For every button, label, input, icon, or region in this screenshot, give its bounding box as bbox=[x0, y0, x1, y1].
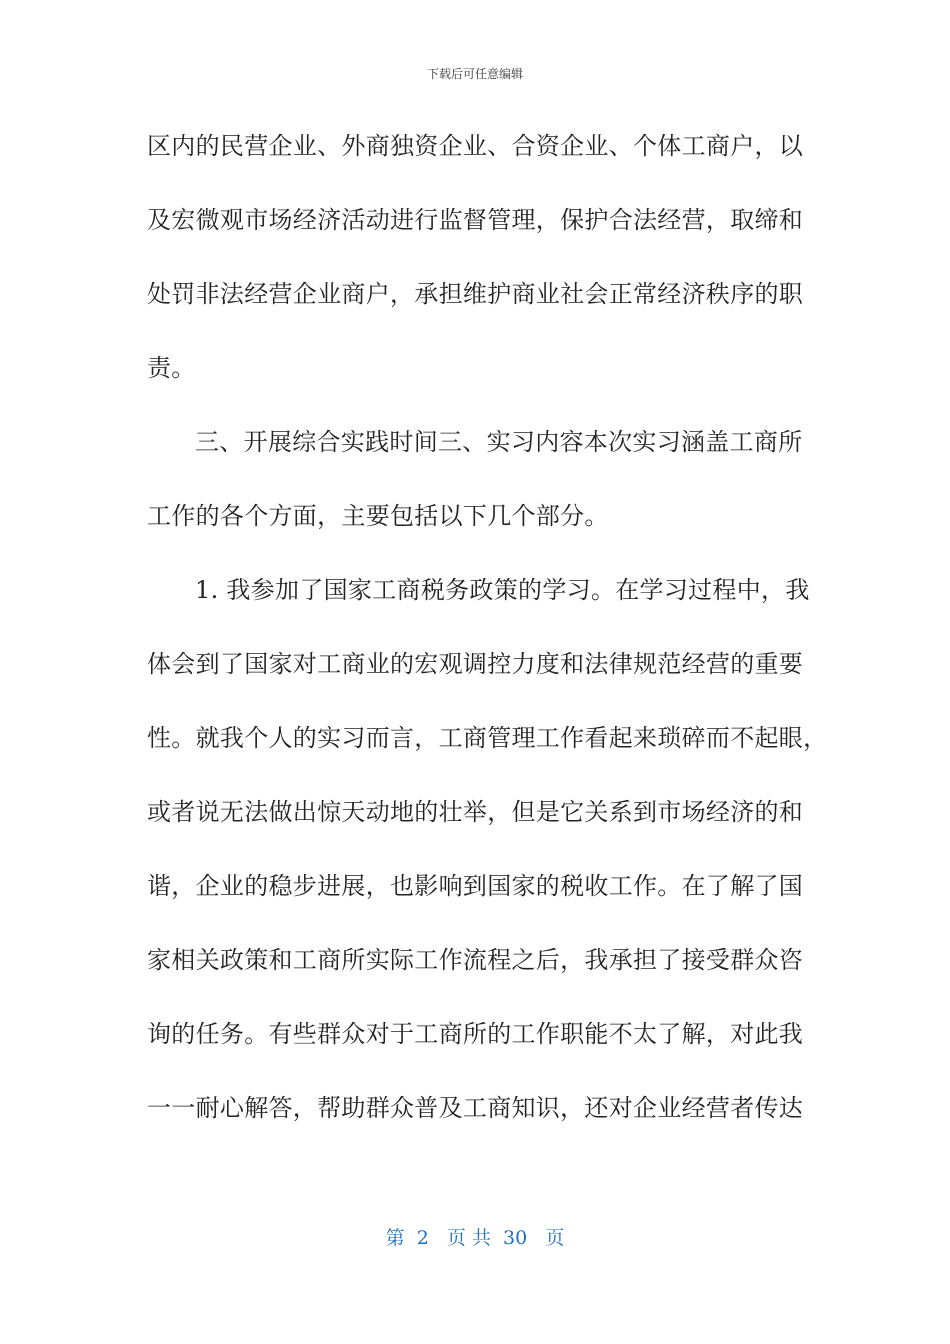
page-header: 下载后可任意编辑 bbox=[426, 67, 523, 81]
text-line: 家相关政策和工商所实际工作流程之后，我承担了接受群众咨 bbox=[147, 946, 804, 974]
text-line: 三、开展综合实践时间三、实习内容本次实习涵盖工商所 bbox=[195, 428, 803, 456]
text-line: 工作的各个方面，主要包括以下几个部分。 bbox=[147, 502, 609, 530]
text-line: 体会到了国家对工商业的宏观调控力度和法律规范经营的重要 bbox=[147, 650, 804, 678]
document-body bbox=[147, 120, 828, 1156]
text-line: 责。 bbox=[147, 354, 196, 382]
text-line: 及宏微观市场经济活动进行监督管理，保护合法经营，取缔和 bbox=[147, 206, 804, 234]
text-line: 性。就我个人的实习而言，工商管理工作看起来琐碎而不起眼， bbox=[147, 724, 828, 752]
page-number-footer: 第 2 页 共 30 页 bbox=[385, 1227, 565, 1249]
text-line: 询的任务。有些群众对于工商所的工作职能不太了解，对此我 bbox=[147, 1020, 804, 1048]
text-line: 1. 我参加了国家工商税务政策的学习。在学习过程中，我 bbox=[195, 576, 810, 604]
text-line: 区内的民营企业、外商独资企业、合资企业、个体工商户，以 bbox=[147, 132, 804, 160]
text-line: 谐，企业的稳步进展，也影响到国家的税收工作。在了解了国 bbox=[147, 872, 804, 900]
text-line: 或者说无法做出惊天动地的壮举，但是它关系到市场经济的和 bbox=[147, 798, 804, 826]
text-line: 处罚非法经营企业商户，承担维护商业社会正常经济秩序的职 bbox=[147, 280, 804, 308]
text-line: 一一耐心解答，帮助群众普及工商知识，还对企业经营者传达 bbox=[147, 1094, 804, 1122]
